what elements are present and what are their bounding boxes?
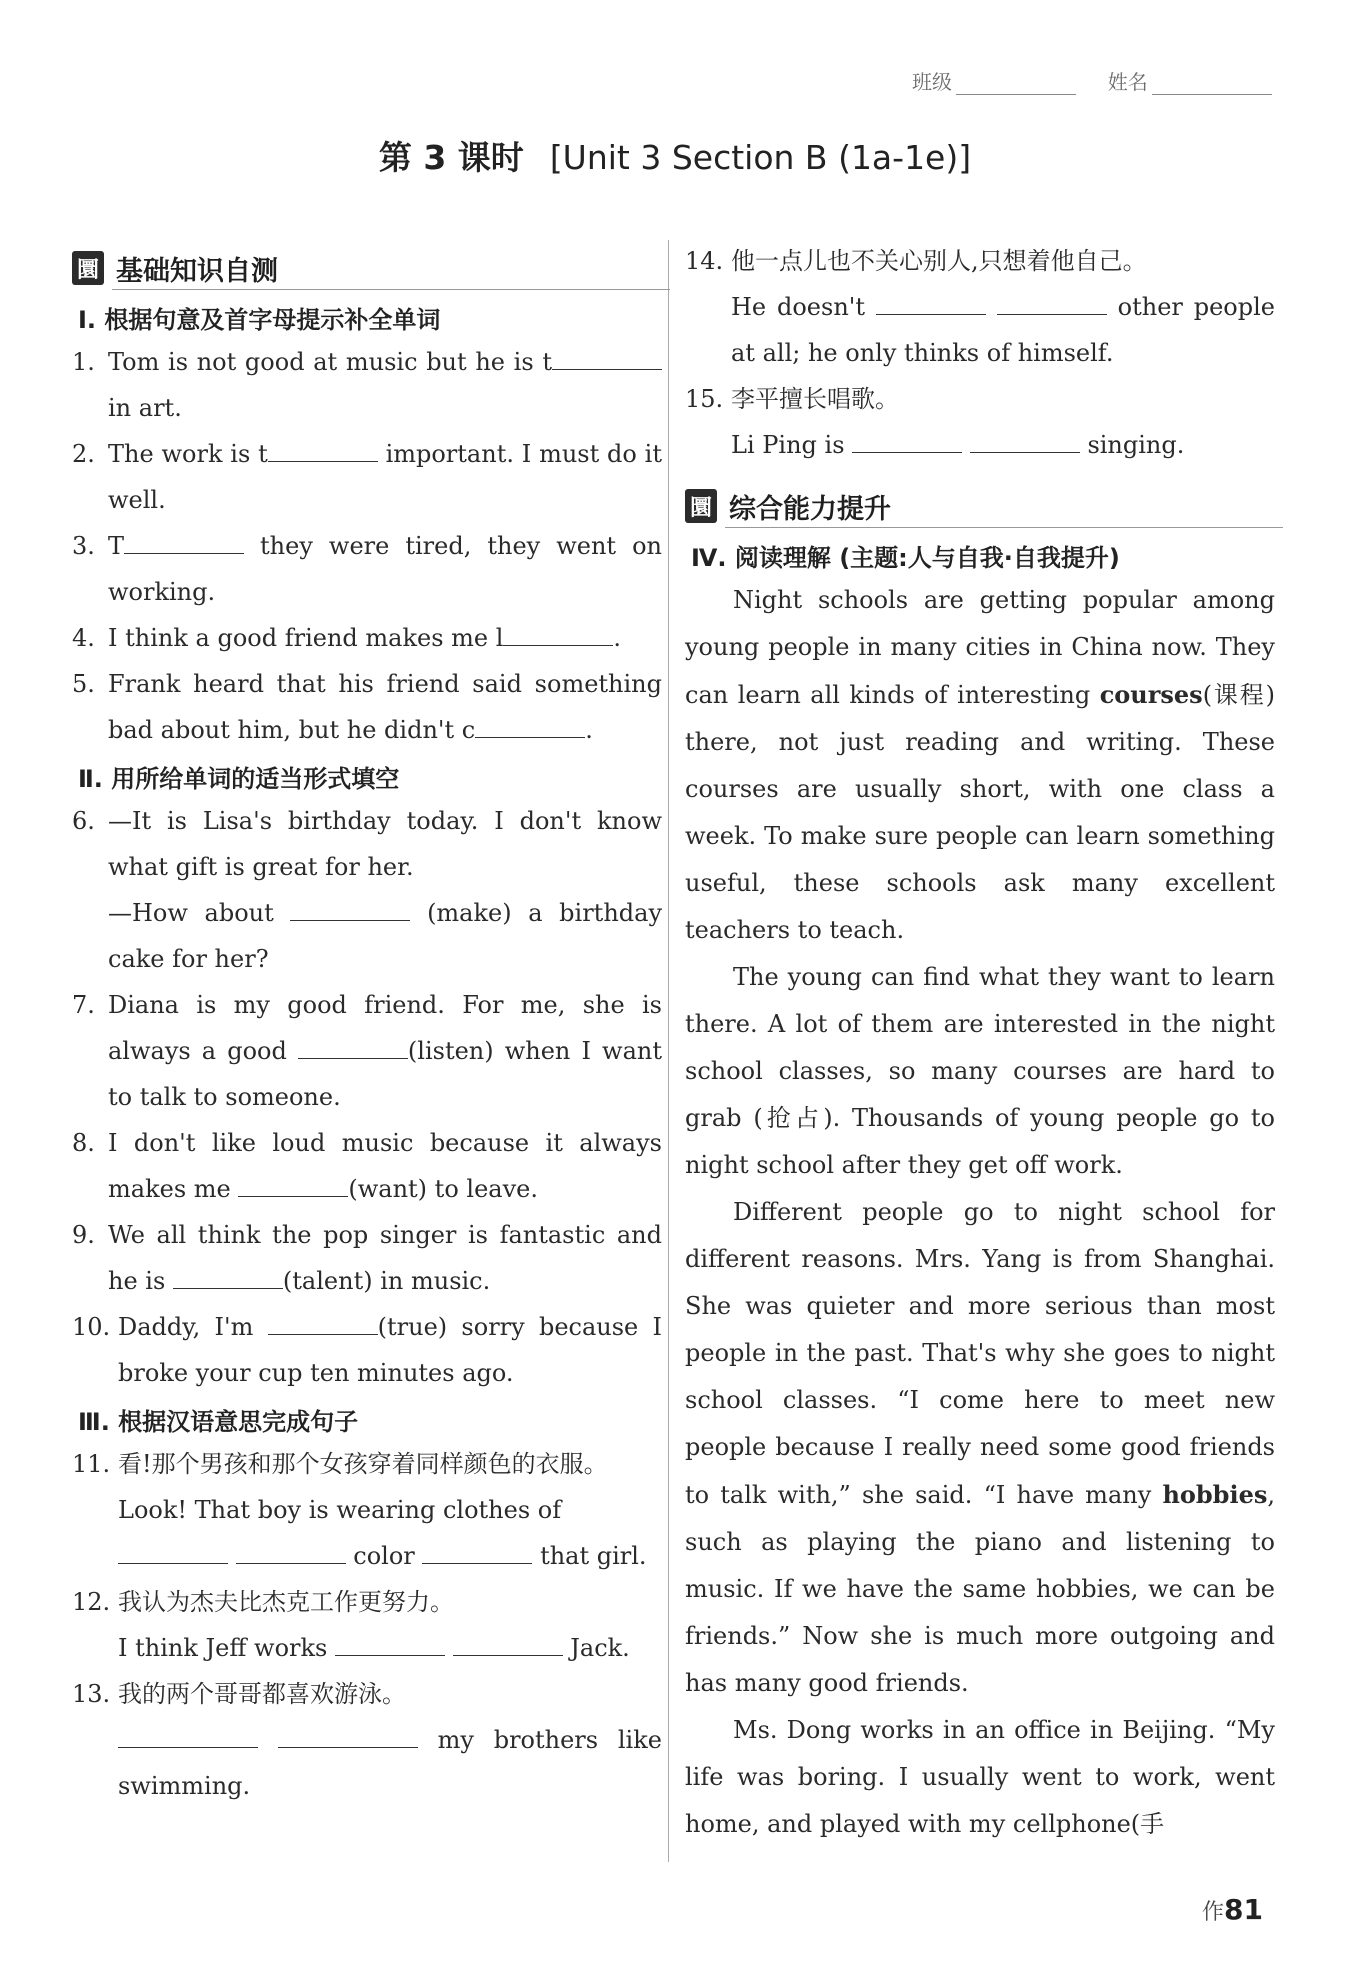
question-12: 12. 我认为杰夫比杰克工作更努力。 I think Jeff works Jack. <box>72 1588 630 1662</box>
section-rule <box>112 289 670 290</box>
student-info <box>912 66 1272 95</box>
reading-paragraph-1: Night schools are getting popular among young people in many cities in China now. They can learn all kinds of interesting courses(课程) there, not just reading and writing. These courses are usually short, with one class a week. To make sure people can learn something useful, these schools ask many excellent teachers to teach. <box>685 586 1275 944</box>
question-15: 15. 李平擅长唱歌。 Li Ping is singing. <box>685 385 1185 459</box>
answer-blank[interactable] <box>997 294 1107 315</box>
column-divider <box>668 240 669 1862</box>
answer-blank[interactable] <box>335 1635 445 1656</box>
answer-blank[interactable] <box>238 1176 348 1197</box>
answer-blank[interactable] <box>552 349 662 370</box>
question-6: 6. —It is Lisa's birthday today. I don't know what gift is great for her. —How about (make) a birthday cake for her? <box>72 807 663 973</box>
question-10: 10. Daddy, I'm (true) sorry because I broke your cup ten minutes ago. <box>72 1313 662 1387</box>
answer-blank[interactable] <box>503 625 613 646</box>
section-rule <box>725 527 1283 528</box>
part2-heading: Ⅱ. 用所给单词的适当形式填空 <box>78 765 400 793</box>
question-4: 4. I think a good friend makes me l . <box>72 624 622 652</box>
question-2: 2. The work is t important. I must do it well. <box>72 440 662 514</box>
question-3: 3. T they were tired, they went on working. <box>72 532 662 606</box>
answer-blank[interactable] <box>268 1314 378 1335</box>
answer-blank[interactable] <box>852 432 962 453</box>
answer-blank[interactable] <box>290 900 410 921</box>
question-8: 8. I don't like loud music because it always makes me (want) to leave. <box>72 1129 662 1203</box>
question-5: 5. Frank heard that his friend said something bad about him, but he didn't c . <box>72 670 662 744</box>
answer-blank[interactable] <box>236 1543 346 1564</box>
section-advanced-header <box>685 482 1275 530</box>
answer-blank[interactable] <box>298 1038 408 1059</box>
answer-blank[interactable] <box>124 533 244 554</box>
name-label: 姓名 <box>1107 70 1148 94</box>
answer-blank[interactable] <box>118 1727 258 1748</box>
unit-title: [Unit 3 Section B (1a-1e)] <box>549 138 972 177</box>
answer-blank[interactable] <box>118 1543 228 1564</box>
class-field[interactable] <box>956 94 1076 95</box>
page-number: 作81 <box>1202 1893 1263 1926</box>
lesson-title: 第 3 课时 <box>378 138 524 177</box>
answer-blank[interactable] <box>475 717 585 738</box>
name-field[interactable] <box>1152 94 1272 95</box>
section-basic-header <box>72 244 662 292</box>
reading-paragraph-2: The young can find what they want to learn there. A lot of them are interested in the night school classes, so many courses are hard to grab (抢占). Thousands of young people go to night school after they get off work. <box>685 963 1275 1179</box>
answer-blank[interactable] <box>453 1635 563 1656</box>
answer-blank[interactable] <box>876 294 986 315</box>
left-column <box>72 244 662 1809</box>
right-column <box>685 238 1275 1848</box>
question-7: 7. Diana is my good friend. For me, she is always a good (listen) when I want to talk to someone. <box>72 991 662 1111</box>
part1-heading: Ⅰ. 根据句意及首字母提示补全单词 <box>78 306 441 334</box>
part3-heading: Ⅲ. 根据汉语意思完成句子 <box>78 1408 359 1436</box>
answer-blank[interactable] <box>970 432 1080 453</box>
section-advanced-label: 综合能力提升 <box>729 493 891 525</box>
question-1: 1. Tom is not good at music but he is t in art. <box>72 339 662 431</box>
class-label: 班级 <box>912 70 952 94</box>
question-9: 9. We all think the pop singer is fantastic and he is (talent) in music. <box>72 1221 662 1295</box>
answer-blank[interactable] <box>422 1543 532 1564</box>
question-11: 11. 看!那个男孩和那个女孩穿着同样颜色的衣服。 Look! That boy is wearing clothes of color that girl. <box>72 1450 647 1570</box>
answer-blank[interactable] <box>268 441 378 462</box>
section-badge-icon: 圜 <box>685 489 717 523</box>
page-title <box>0 132 1350 179</box>
question-13: 13. 我的两个哥哥都喜欢游泳。 my brothers like swimming. <box>72 1680 662 1800</box>
answer-blank[interactable] <box>173 1268 283 1289</box>
section-badge-icon: 圜 <box>72 251 104 285</box>
reading-paragraph-4: Ms. Dong works in an office in Beijing. “My life was boring. I usually went to work, went home, and played with my cellphone(手 <box>685 1716 1275 1838</box>
reading-paragraph-3: Different people go to night school for different reasons. Mrs. Yang is from Shanghai. She was quieter and more serious than most people in the past. That's why she goes to night school classes. “I come here to meet new people because I really need some good friends to talk with,” she said. “I have many hobbies, such as playing the piano and listening to music. If we have the same hobbies, we can be friends.” Now she is much more outgoing and has many good friends. <box>685 1198 1275 1697</box>
part4-heading: Ⅳ. 阅读理解 (主题:人与自我·自我提升) <box>691 544 1120 572</box>
section-basic-label: 基础知识自测 <box>116 255 278 287</box>
answer-blank[interactable] <box>278 1727 418 1748</box>
question-14: 14. 他一点儿也不关心别人,只想着他自己。 He doesn't other people at all; he only thinks of himself. <box>685 247 1276 367</box>
